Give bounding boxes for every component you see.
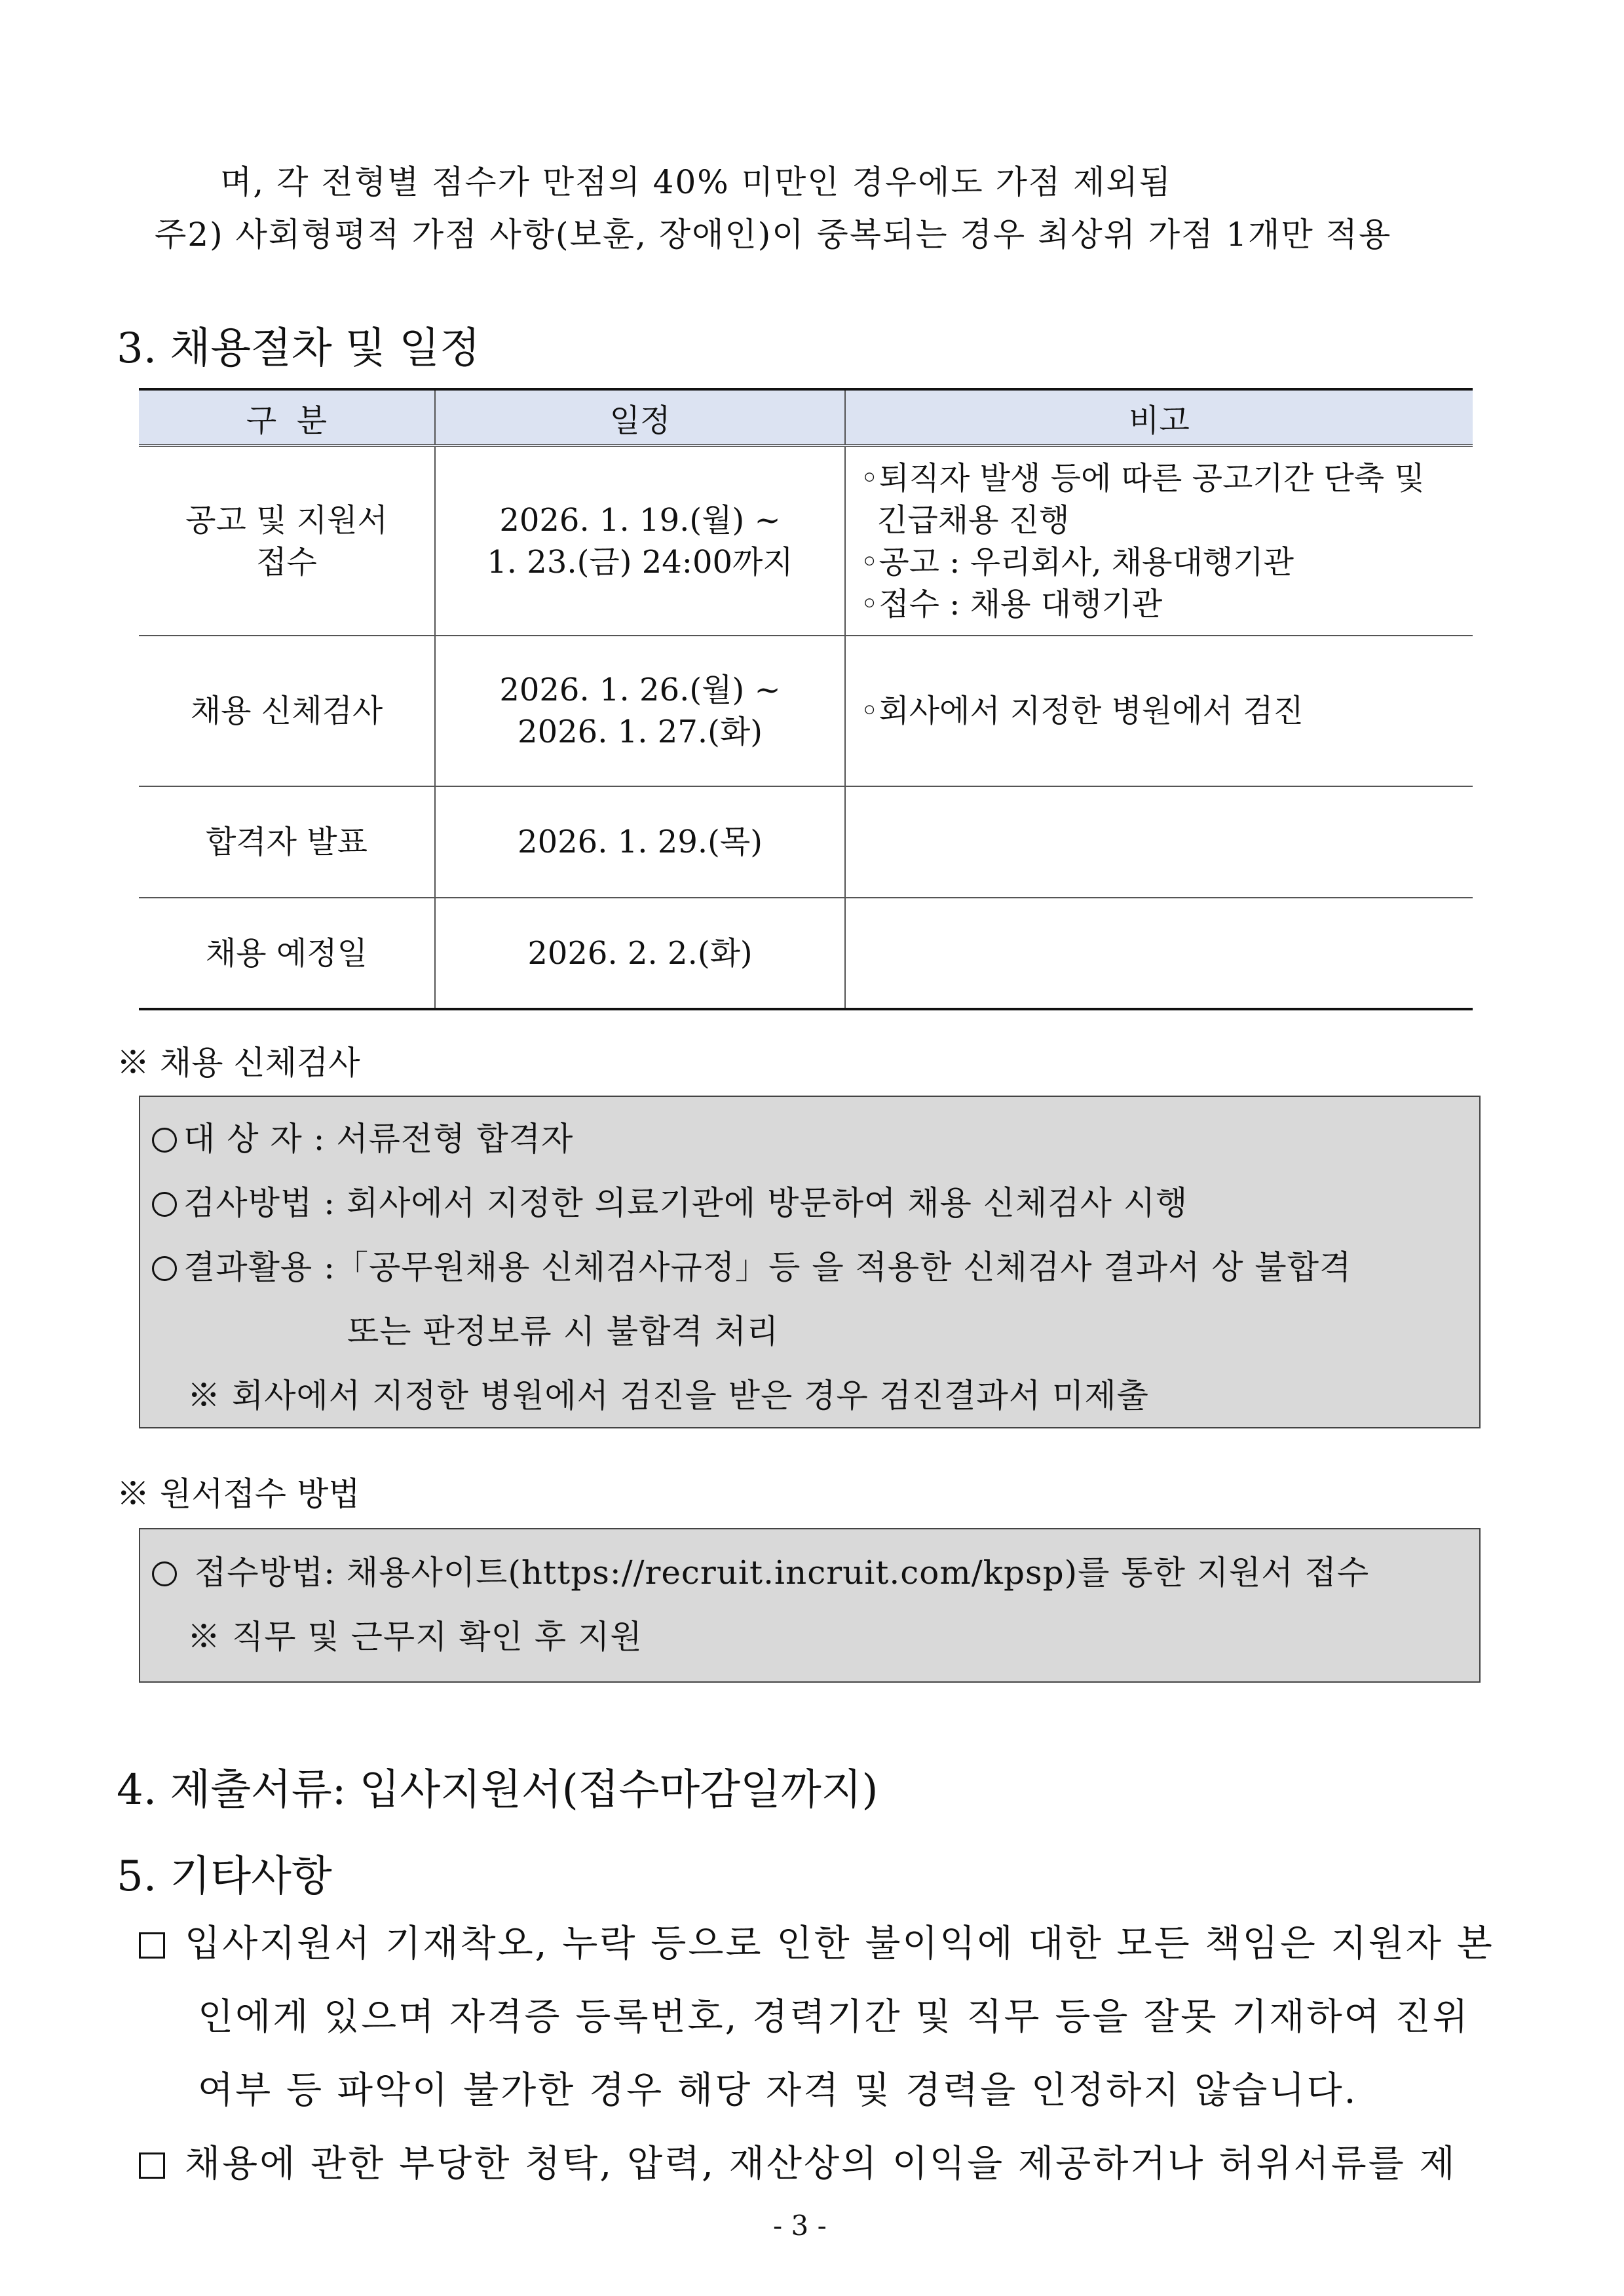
header-category: 구 분	[139, 389, 435, 446]
section-3-title: 3. 채용절차 및 일정	[117, 324, 480, 373]
row-schedule	[435, 786, 845, 898]
schedule-text: 2026. 1. 29.(목)	[518, 824, 763, 860]
circle-bullet-icon	[152, 1192, 177, 1217]
remark-text: ◦접수 : 채용 대행기관	[860, 585, 1163, 622]
exam-line: 결과활용 :「공무원채용 신체검사규정」등 을 적용한 신체검사 결과서 상 불합격	[152, 1241, 1351, 1288]
row-category	[139, 636, 435, 786]
row-schedule	[435, 636, 845, 786]
section-5-title: 5. 기타사항	[117, 1852, 332, 1901]
table-row	[139, 636, 1473, 786]
category-text: 합격자 발표	[205, 824, 368, 860]
exam-note-box	[139, 1096, 1481, 1428]
misc-line: 인에게 있으며 자격증 등록번호, 경력기간 및 직무 등을 잘못 기재하여 진위	[198, 1996, 1470, 2038]
apply-note-heading: ※ 원서접수 방법	[117, 1475, 360, 1513]
checkbox-icon	[139, 1932, 165, 1959]
row-remarks	[845, 786, 1473, 898]
circle-bullet-icon	[152, 1128, 177, 1153]
note-line-1: 며, 각 전형별 점수가 만점의 40% 미만인 경우에도 가점 제외됨	[220, 163, 1172, 201]
category-text: 채용 신체검사	[190, 693, 383, 729]
apply-line: ※ 직무 및 근무지 확인 후 지원	[187, 1618, 643, 1656]
circle-bullet-icon	[152, 1561, 177, 1586]
schedule-text: 2026. 1. 19.(월) ~	[499, 501, 781, 539]
row-schedule	[435, 898, 845, 1009]
header-schedule: 일정	[435, 389, 845, 446]
category-text: 채용 예정일	[205, 934, 368, 972]
category-text: 공고 및 지원서	[185, 501, 388, 539]
exam-line: 검사방법 : 회사에서 지정한 의료기관에 방문하여 채용 신체검사 시행	[152, 1177, 1188, 1224]
schedule-text: 2026. 1. 27.(화)	[518, 714, 763, 750]
row-category	[139, 446, 435, 636]
remark-text: 긴급채용 진행	[877, 501, 1070, 539]
exam-line: 또는 판정보류 시 불합격 처리	[347, 1312, 780, 1350]
category-text: 접수	[256, 543, 317, 581]
table-row	[139, 898, 1473, 1009]
apply-line: 접수방법: 채용사이트(https://recruit.incruit.com/kpsp)를 통한 지원서 접수	[152, 1546, 1369, 1594]
schedule-text: 1. 23.(금) 24:00까지	[487, 543, 793, 581]
remark-text: ◦퇴직자 발생 등에 따른 공고기간 단축 및	[860, 459, 1425, 497]
misc-line: 채용에 관한 부당한 청탁, 압력, 재산상의 이익을 제공하거나 허위서류를 제	[139, 2135, 1457, 2187]
remark-text: ◦공고 : 우리회사, 채용대행기관	[860, 543, 1294, 581]
misc-line: 입사지원서 기재착오, 누락 등으로 인한 불이익에 대한 모든 책임은 지원자 본	[139, 1915, 1494, 1967]
checkbox-icon	[139, 2152, 165, 2179]
schedule-text: 2026. 1. 26.(월) ~	[499, 672, 781, 708]
circle-bullet-icon	[152, 1256, 177, 1281]
table-row	[139, 446, 1473, 636]
row-category	[139, 786, 435, 898]
table-row	[139, 786, 1473, 898]
section-4-title: 4. 제출서류: 입사지원서(접수마감일까지)	[117, 1766, 878, 1814]
exam-note-heading: ※ 채용 신체검사	[117, 1044, 360, 1082]
row-category	[139, 898, 435, 1009]
row-schedule	[435, 446, 845, 636]
page-number: - 3 -	[773, 2210, 827, 2242]
remark-text: ◦회사에서 지정한 병원에서 검진	[860, 693, 1304, 729]
apply-note-box	[139, 1528, 1481, 1683]
exam-line: 대 상 자 : 서류전형 합격자	[152, 1113, 573, 1160]
row-remarks	[845, 636, 1473, 786]
note-line-2: 주2) 사회형평적 가점 사항(보훈, 장애인)이 중복되는 경우 최상위 가점 1개만 적용	[155, 216, 1392, 254]
exam-line: ※ 회사에서 지정한 병원에서 검진을 받은 경우 검진결과서 미제출	[187, 1377, 1149, 1415]
misc-line: 여부 등 파악이 불가한 경우 해당 자격 및 경력을 인정하지 않습니다.	[198, 2069, 1358, 2112]
schedule-table	[139, 388, 1473, 1010]
table-header-row	[139, 389, 1473, 446]
schedule-text: 2026. 2. 2.(화)	[527, 934, 753, 972]
row-remarks	[845, 898, 1473, 1009]
header-remarks: 비고	[845, 389, 1473, 446]
row-remarks	[845, 446, 1473, 636]
